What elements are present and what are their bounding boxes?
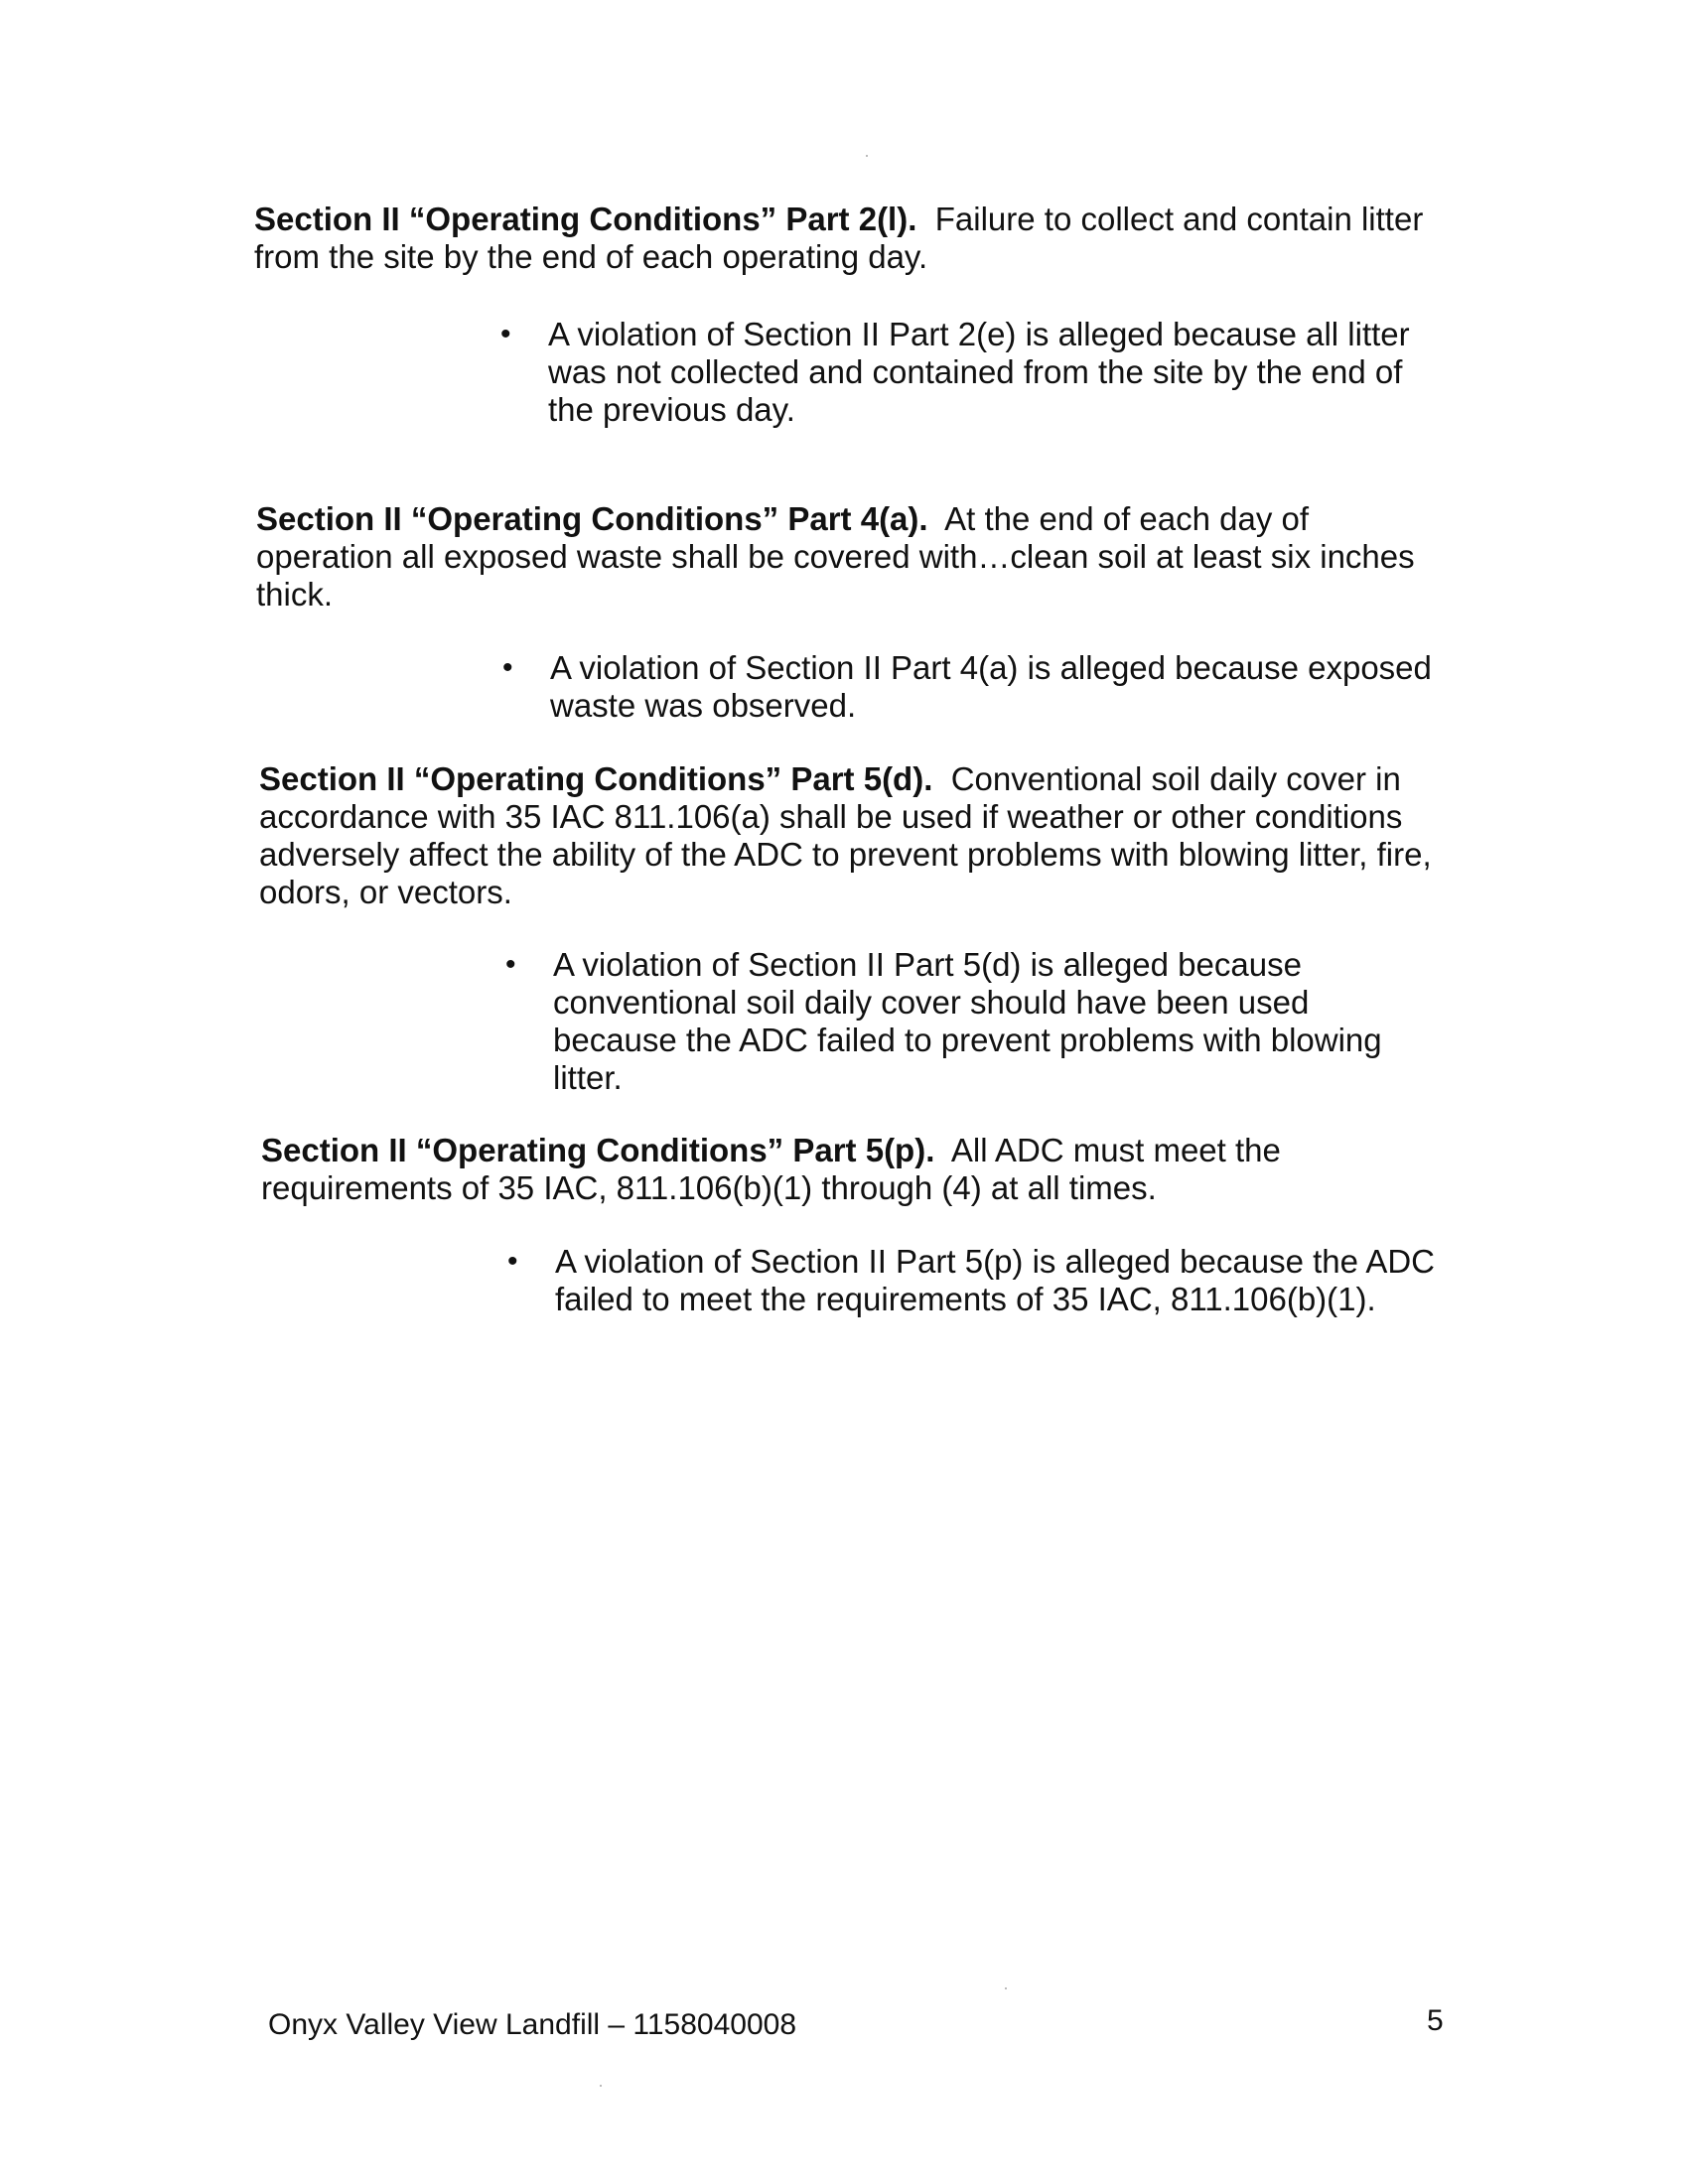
bullet-glyph: • [502, 651, 513, 684]
section-4a-heading: Section II “Operating Conditions” Part 4(a). [256, 500, 928, 537]
section-4a-line-1 [256, 500, 1415, 538]
section-2l-bullet-line-1: A violation of Section II Part 2(e) is alleged because all litter [548, 316, 1410, 352]
scan-speck [866, 155, 868, 157]
bullet-glyph: • [507, 1245, 518, 1278]
section-5d-body-line-2: accordance with 35 IAC 811.106(a) shall be used if weather or other conditions [259, 798, 1403, 835]
section-5d-bullet-line-4: litter. [553, 1059, 623, 1096]
section-2l-bullet-line-3: the previous day. [548, 391, 795, 428]
section-4a-bullet [502, 649, 1432, 725]
section-2l-paragraph [254, 201, 1423, 276]
section-5p-body-line-2: requirements of 35 IAC, 811.106(b)(1) through (4) at all times. [261, 1169, 1157, 1206]
section-5d-line-1 [259, 760, 1432, 798]
section-5d-heading: Section II “Operating Conditions” Part 5(d). [259, 760, 933, 797]
section-5d-body-line-4: odors, or vectors. [259, 874, 512, 910]
section-5p-bullet-line-2: failed to meet the requirements of 35 IAC, 811.106(b)(1). [555, 1281, 1376, 1317]
bullet-glyph: • [505, 948, 516, 981]
section-5d-bullet [505, 946, 1382, 1097]
section-5p-bullet-line-1: A violation of Section II Part 5(p) is alleged because the ADC [555, 1243, 1436, 1280]
section-5p-paragraph [261, 1132, 1281, 1207]
section-2l-body-line-1: Failure to collect and contain litter [934, 201, 1424, 237]
section-5d-body-line-3: adversely affect the ability of the ADC to prevent problems with blowing litter, fire, [259, 836, 1432, 873]
scan-speck [1005, 1987, 1007, 1989]
scan-speck [600, 2085, 602, 2087]
section-2l-bullet [500, 316, 1410, 429]
bullet-glyph: • [500, 318, 511, 350]
section-5d-paragraph [259, 760, 1432, 911]
section-4a-body-line-1: At the end of each day of [944, 500, 1310, 537]
section-5d-body-line-1: Conventional soil daily cover in [950, 760, 1401, 797]
section-4a-body-line-2: operation all exposed waste shall be covered with…clean soil at least six inches [256, 538, 1415, 575]
section-5p-body-line-1: All ADC must meet the [950, 1132, 1281, 1168]
section-5d-bullet-line-3: because the ADC failed to prevent problems with blowing [553, 1022, 1382, 1058]
section-4a-body-line-3: thick. [256, 576, 334, 613]
section-4a-bullet-line-2: waste was observed. [550, 687, 857, 724]
section-4a-paragraph [256, 500, 1415, 614]
section-2l-body-line-2: from the site by the end of each operating day. [254, 238, 928, 275]
section-5d-bullet-line-1: A violation of Section II Part 5(d) is alleged because [553, 946, 1302, 983]
section-5p-line-1 [261, 1132, 1281, 1169]
section-5d-bullet-line-2: conventional soil daily cover should have been used [553, 984, 1310, 1021]
section-2l-line-1 [254, 201, 1423, 238]
section-2l-bullet-line-2: was not collected and contained from the site by the end of [548, 353, 1403, 390]
footer-page-number: 5 [1427, 2004, 1444, 2037]
section-4a-bullet-line-1: A violation of Section II Part 4(a) is alleged because exposed [550, 649, 1432, 686]
section-5p-bullet [507, 1243, 1436, 1318]
section-2l-heading: Section II “Operating Conditions” Part 2(l). [254, 201, 917, 237]
section-5p-heading: Section II “Operating Conditions” Part 5(p). [261, 1132, 935, 1168]
footer-document-id: Onyx Valley View Landfill – 1158040008 [268, 2008, 797, 2041]
